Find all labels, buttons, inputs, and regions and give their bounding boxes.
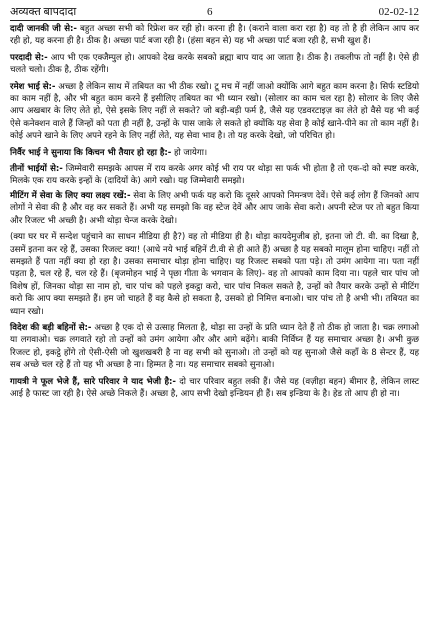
paragraph-text: दो चार परिवार बहुत लकी हैं। जैसे यह (वज़ीहा बहन) बीमार है, लेकिन लास्ट आई है फास्ट जा रही है। ऐसे अच्छे निकले हैं। अच्छा है, आप सभी देखो इन्डियन ही हैं। सब इन्डिया के है। हेड तो आप ही हो ना।	[10, 376, 419, 399]
speaker-label: विदेश की बड़ी बहिनों से:-	[10, 322, 92, 333]
speaker-label: मीटिंग में सेवा के लिए क्या लक्ष्य रखें:-	[10, 190, 131, 201]
speaker-label: दादी जानकी जी से:-	[10, 24, 77, 34]
paragraph-nirvair-bhai	[10, 147, 419, 159]
paragraph-three-brothers	[10, 163, 419, 188]
header-date: 02-02-12	[378, 6, 419, 18]
paragraph-text: सेवा के लिए अभी फर्क यह करो कि दूसरे आपको निमन्त्रण देवें। ऐसे कई लोग हैं जिनको आप लोगों ने सेवा की है और वह कर सकते हैं। अभी यह समझो कि वह स्टेज देवें और आप जाके सेवा करो। अपनी स्टेज पर तो बहुत किया और रिजल्ट भी अच्छी है। अभी थोड़ा चेन्ज करके देखो।	[10, 190, 419, 226]
paragraph-text: बहुत अच्छा सभी को रिफ्रेश कर रही हो। करना ही है। (कराने वाला करा रहा है) वह तो है ही लेकिन आप कर रही हो, यह करना ही है। ठीक है। अच्छा पार्ट बजा रही है। (हंसा बहन से) यह भी अच्छा पार्ट बजा रही है, सभी खुश हैं।	[10, 24, 419, 47]
speaker-label: गायत्री ने फूल भेजे हैं, सारे परिवार ने याद भेजी है:-	[10, 376, 176, 387]
paragraph-text: (क्या घर घर में सन्देश पहुंचाने का साधन मीडिया ही है?) वह तो मीडिया ही है। थोड़ा कायदेमुजीब हो, इतना जो टी. वी. का दिखा है, उसमें इतना कर रहे हैं, उसका रिजल्ट क्या! (आधे नये भाई बहिनें टी.वी से ही आते हैं) अच्छा है यह सबको मालूम होना चाहिए। नहीं तो समझते हैं पता नहीं क्या हो रहा है। उसका समाचार थोड़ा होना चाहिए। यह रिजल्ट सबको पता पड़े। तो उमंग आयेगा ना। पता नहीं पड़ता है, चल रहे हैं, चल रहे हैं। (बृजमोहन भाई ने पृछा गीता के भगवान के लिए)- वह तो आपको काम दिया ना। पहले चार पांच जो विशेष हों, जिनका थोड़ा सा नाम हो, चार पांच को पहले इकट्ठा करो, चार पांच निकल सकते है, उन्हों को तैयार करके उन्हों से मीटिंग करो कि आप क्या समझते हैं। हम जो चाहते हैं वह कैसे हो सकता है, उसको हो निमित्त बनाओ। चार पांच तो है अभी भी। तबियत का ध्यान रखो।	[10, 232, 419, 317]
paragraph-text: अच्छा है एक दो से उत्साह मिलता है, थोड़ा सा उन्हों के प्रति ध्यान देते हैं तो ठीक हो जाता है। चक्र लगाओ या लगवाओ। चक्र लगवाते रहो तो उन्हों को उमंग आयेगा और और आगे बढ़ेंगे। बाकी निर्विघ्न हैं यह समाचार अच्छा है। अभी कुछ रिजल्ट हो, इकट्ठे होंगे तो ऐसी-ऐसी जो खुशखबरी है ना वह सभी को सुनाओ। तो उन्हों को यह सुनाओ जैसे कहाँ के 8 सेन्टर हैं, यह सब अच्छे चल रहे हैं तो यह भी अच्छा है ना। हिम्मत है ना। यह समाचार सबको सुनाओ।	[10, 322, 419, 371]
paragraph-meeting-service	[10, 190, 419, 227]
paragraph-gayatri	[10, 376, 419, 401]
speaker-label: तीनों भाईयों से:-	[10, 164, 63, 175]
speaker-label: रमेश भाई से:-	[10, 81, 56, 92]
paragraph-text: आप भी एक एक्जैम्पुल हो। आपको देख करके सबको ब्रह्मा बाप याद आ जाता है। ठीक है। तकलीफ तो नहीं है। ऐसे ही चलते चलो। ठीक है, ठीक रहेंगी।	[10, 52, 419, 76]
header-title: अव्यक्त बापदादा	[10, 6, 77, 18]
paragraph-pardadi	[10, 52, 419, 77]
paragraph-ramesh-bhai	[10, 81, 419, 143]
paragraph-foreign-sisters	[10, 322, 419, 372]
paragraph-text: अच्छा है लेकिन साथ में तबियत का भी ठीक रखो। टू मच में नहीं जाओ क्योंकि आगे बहुत काम करना है। सिर्फ स्टडियो का काम नहीं है, और भी बहुत काम करने हैं इसीलिए तबियत का भी ध्यान रखो। (सोलार का काम चल रहा है) सोलार के लिए जैसे आप अखबार के लिए लेते हो, ऐसे इसके लिए नहीं ले सकते? जो बड़ी-बड़ी फर्म है, जैसे यह एडवरटाइज़ का लेते हो वैसे यह भी कई ऐसे कनेक्शन वाले हैं जिन्हों को पता ही नहीं है, उन्हों के पास जाके ले सकते हो क्योंकि यह सेवा है कोई खाने-पीने का तो काम नहीं है। कोई अपने खाने के लिए अपने रहने के लिए नहीं लेते, यह सेवा भाव है। तो यह करके देखो, जो परिचित हो।	[10, 81, 419, 142]
speaker-label: परदादी से:-	[10, 52, 48, 63]
page-header	[10, 6, 419, 21]
paragraph-media	[10, 231, 419, 318]
paragraph-dadi-janki	[10, 23, 419, 48]
page-number: 6	[207, 6, 213, 18]
paragraph-text: जिम्मेवारी समझके आपस में राय करके अगर कोई भी राय पर थोड़ा सा फर्क भी होता है तो एक-दो को स्पष्ट करके, मिलके एक राय करके इन्हों के (दादियों के) आगे रखो। यह जिम्मेवारी समझो।	[10, 164, 419, 187]
paragraph-text: हो जायेगा।	[171, 147, 208, 158]
speaker-label: निर्वैर भाई ने सुनाया कि किचन भी तैयार हो रहा है:-	[10, 147, 172, 158]
